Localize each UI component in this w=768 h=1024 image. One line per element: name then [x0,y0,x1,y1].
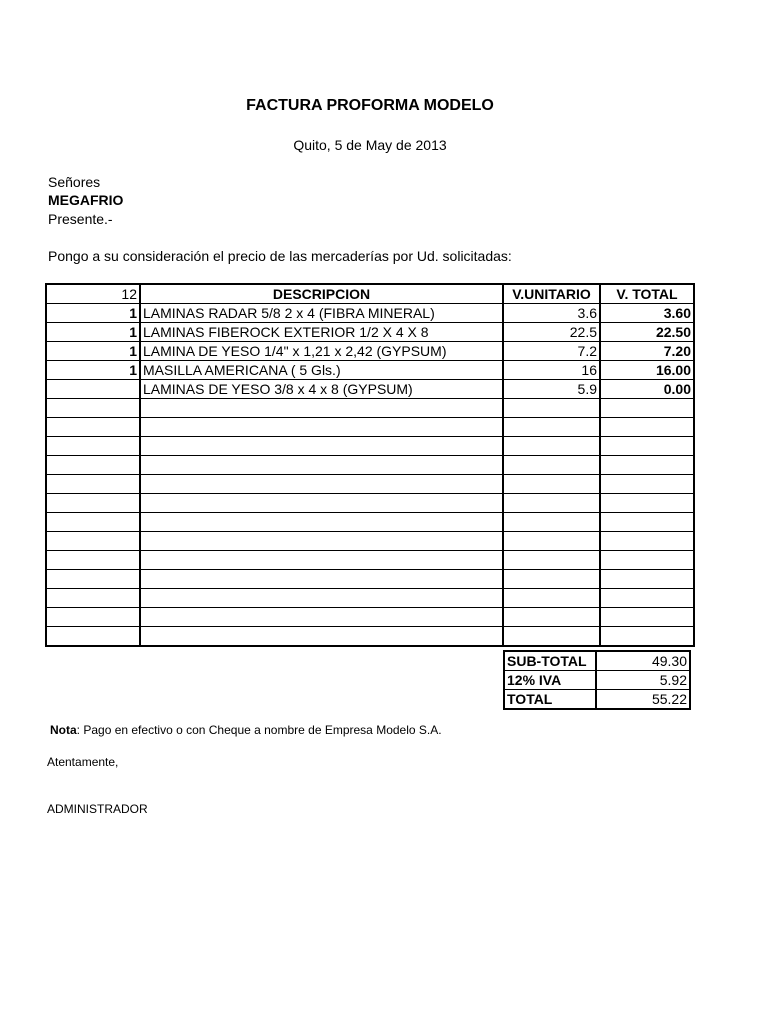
row-qty [46,380,140,399]
intro-text: Pongo a su consideración el precio de las mercaderías por Ud. solicitadas: [48,248,512,264]
recipient-company: MEGAFRIO [48,192,124,208]
header-total: V. TOTAL [600,284,694,304]
row-unit-price [503,589,600,608]
table-row [46,532,694,551]
note-text: : Pago en efectivo o con Cheque a nombre de Empresa Modelo S.A. [76,723,442,737]
header-qty: 12 [46,284,140,304]
row-qty [46,627,140,647]
row-unit-price [503,570,600,589]
header-description: DESCRIPCION [140,284,503,304]
header-unit-price: V.UNITARIO [503,284,600,304]
row-description: LAMINAS FIBEROCK EXTERIOR 1/2 X 4 X 8 [140,323,503,342]
row-unit-price [503,437,600,456]
row-unit-price [503,551,600,570]
table-row [46,342,694,361]
row-unit-price [503,494,600,513]
row-description [140,494,503,513]
row-description [140,418,503,437]
row-description [140,437,503,456]
row-total [600,608,694,627]
row-qty [46,399,140,418]
row-total [600,475,694,494]
totals-row [504,651,690,671]
table-row [46,513,694,532]
row-unit-price: 5.9 [503,380,600,399]
row-total [600,627,694,647]
row-qty: 1 [46,323,140,342]
row-unit-price: 7.2 [503,342,600,361]
row-unit-price [503,627,600,647]
row-qty [46,551,140,570]
row-description: LAMINA DE YESO 1/4" x 1,21 x 2,42 (GYPSUM) [140,342,503,361]
row-description [140,475,503,494]
payment-note [50,723,442,737]
row-description [140,608,503,627]
row-total [600,513,694,532]
row-total [600,456,694,475]
row-qty [46,570,140,589]
table-row [46,418,694,437]
table-row [46,323,694,342]
totals-label: TOTAL [504,690,596,710]
row-unit-price [503,608,600,627]
table-row [46,399,694,418]
signer-name: ADMINISTRADOR [47,802,148,816]
totals-label: SUB-TOTAL [504,651,596,671]
row-description [140,627,503,647]
totals-table [503,650,691,710]
row-description [140,551,503,570]
date-line: Quito, 5 de May de 2013 [293,137,447,153]
table-row [46,494,694,513]
totals-row [504,690,690,710]
row-description [140,589,503,608]
row-qty [46,608,140,627]
row-total: 3.60 [600,304,694,323]
row-qty: 1 [46,361,140,380]
row-unit-price [503,399,600,418]
row-total: 7.20 [600,342,694,361]
row-total: 16.00 [600,361,694,380]
row-total: 22.50 [600,323,694,342]
row-total [600,589,694,608]
row-description [140,456,503,475]
items-table [45,283,695,647]
row-description [140,513,503,532]
row-description [140,570,503,589]
table-row [46,627,694,647]
table-header-row [46,284,694,304]
totals-value: 55.22 [596,690,690,710]
row-unit-price [503,532,600,551]
totals-label: 12% IVA [504,671,596,690]
table-row [46,551,694,570]
row-qty: 1 [46,304,140,323]
row-qty [46,418,140,437]
row-qty [46,456,140,475]
row-qty [46,513,140,532]
closing-text: Atentamente, [47,755,119,769]
row-unit-price [503,418,600,437]
row-qty [46,475,140,494]
row-total [600,418,694,437]
row-description [140,532,503,551]
table-row [46,304,694,323]
row-unit-price: 22.5 [503,323,600,342]
note-label: Nota [50,723,77,737]
table-row [46,608,694,627]
row-qty [46,532,140,551]
row-unit-price [503,513,600,532]
row-total [600,570,694,589]
row-total [600,399,694,418]
row-unit-price [503,475,600,494]
row-qty [46,589,140,608]
row-description: LAMINAS DE YESO 3/8 x 4 x 8 (GYPSUM) [140,380,503,399]
table-row [46,570,694,589]
row-qty: 1 [46,342,140,361]
presente-line: Presente.- [48,211,113,227]
row-total [600,437,694,456]
table-row [46,380,694,399]
row-unit-price: 3.6 [503,304,600,323]
row-qty [46,437,140,456]
table-row [46,437,694,456]
row-description: LAMINAS RADAR 5/8 2 x 4 (FIBRA MINERAL) [140,304,503,323]
table-row [46,361,694,380]
row-total [600,494,694,513]
row-qty [46,494,140,513]
row-unit-price: 16 [503,361,600,380]
row-total [600,551,694,570]
row-description: MASILLA AMERICANA ( 5 Gls.) [140,361,503,380]
totals-value: 49.30 [596,651,690,671]
document-title: FACTURA PROFORMA MODELO [246,97,494,114]
row-total: 0.00 [600,380,694,399]
row-unit-price [503,456,600,475]
table-row [46,475,694,494]
row-total [600,532,694,551]
totals-row [504,671,690,690]
totals-value: 5.92 [596,671,690,690]
row-description [140,399,503,418]
salutation: Señores [48,174,101,190]
table-row [46,589,694,608]
table-row [46,456,694,475]
